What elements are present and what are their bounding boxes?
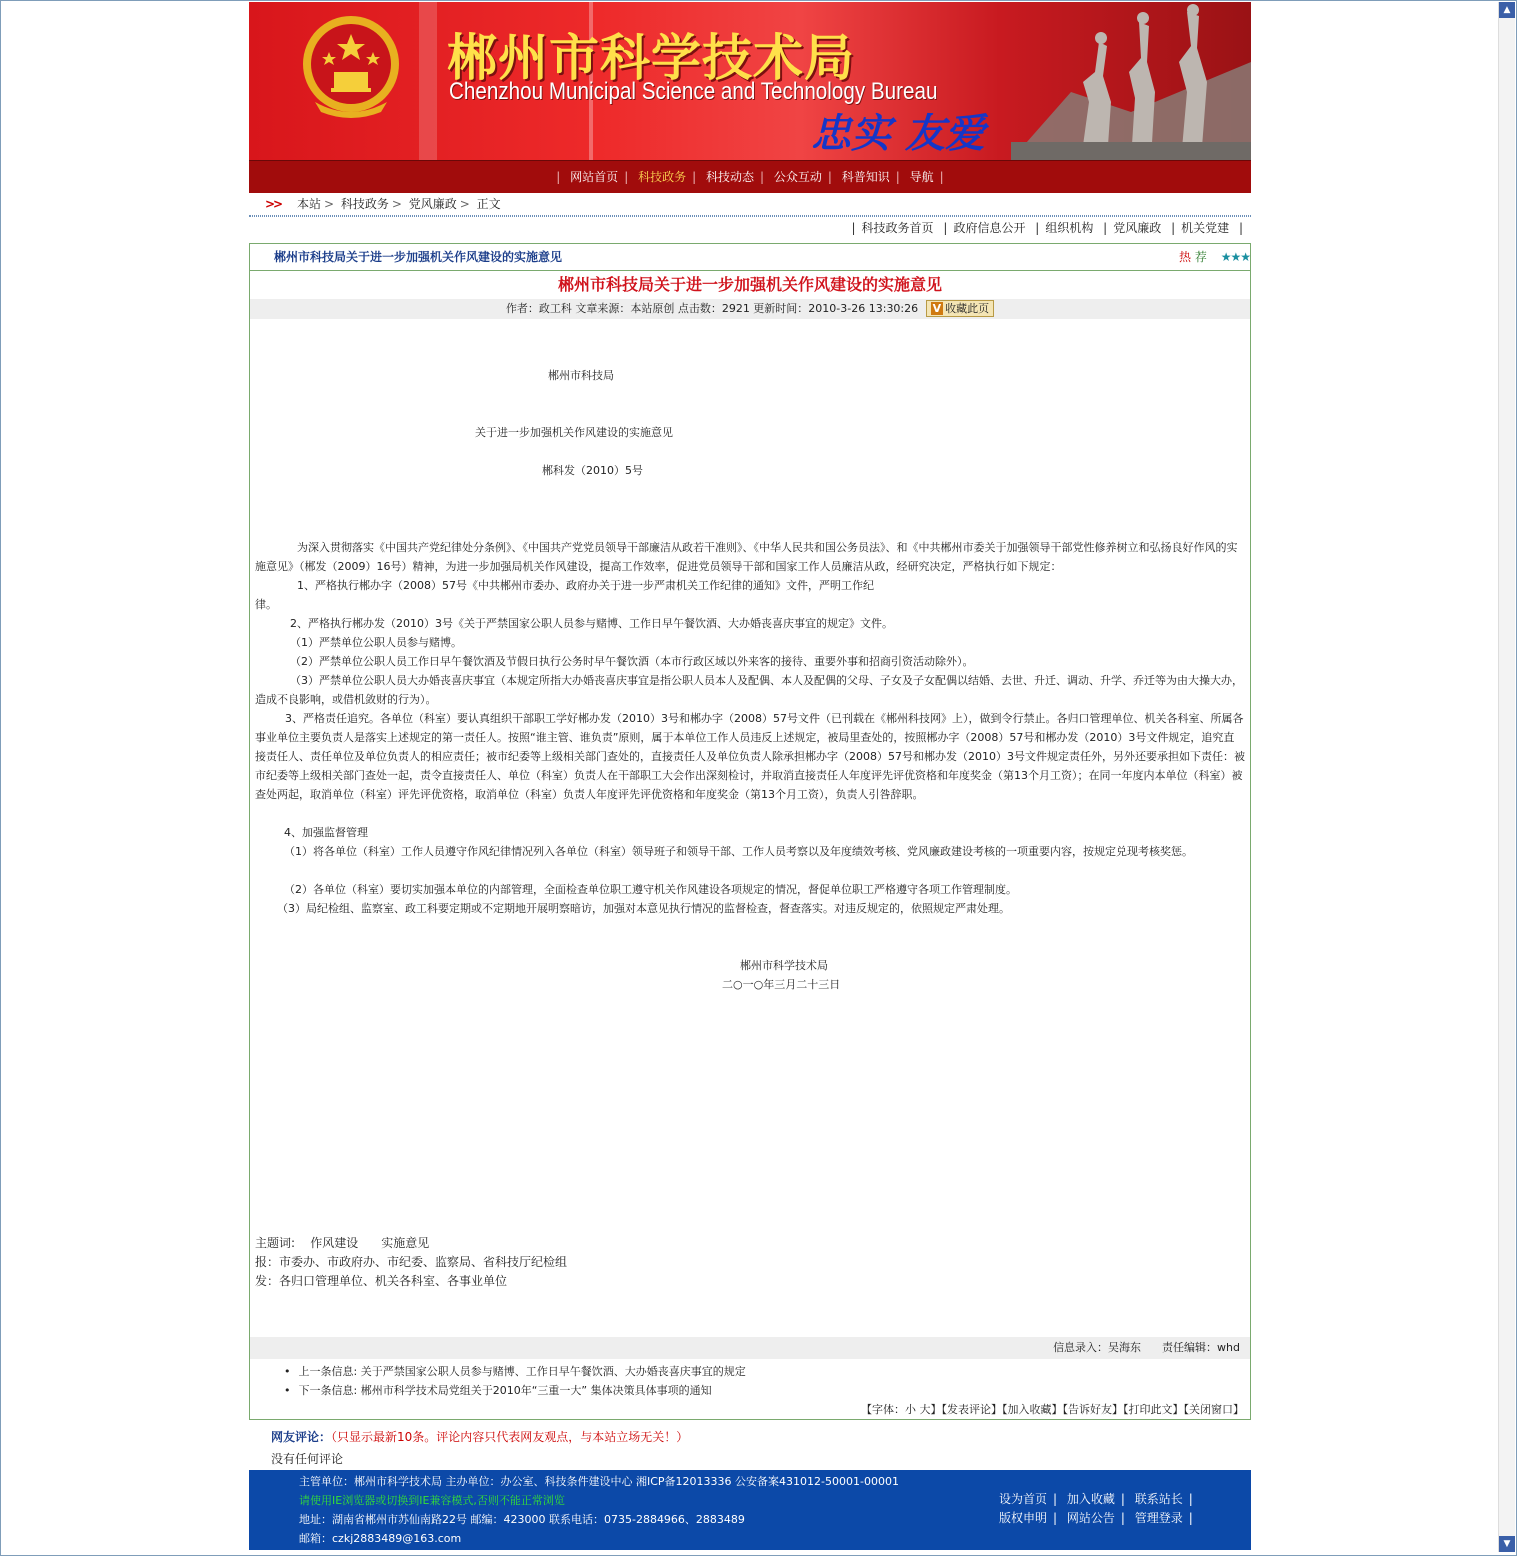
paragraph-1b: 律。 [255,598,277,611]
hot-badge [1179,244,1250,270]
paragraph-2-1: （1）严禁单位公职人员参与赌博。 [290,636,462,649]
footer-browser-notice: 请使用IE浏览器或切换到IE兼容模式,否则不能正常浏览 [299,1494,565,1507]
breadcrumb-site[interactable]: 本站 [296,197,321,211]
admin-login-link[interactable]: 管理登录 [1134,1511,1183,1525]
paragraph-4-1: （1）将各单位（科室）工作人员遵守作风纪律情况列入各单位（科室）领导班子和领导干部、工作人员考察以及年度绩效考核、党风廉政建设考核的一项重要内容，按规定兑现考核奖惩。 [284,845,1193,858]
subnav-item-party-conduct[interactable]: 党风廉政 [1113,221,1162,235]
main-nav: | 网站首页 | 科技政务 | 科技动态 | 公众互动 | 科普知识 | 导航 | [249,160,1251,193]
bookmark-label: 收藏此页 [945,302,990,315]
subnav-item-party-building[interactable]: 机关党建 [1181,221,1230,235]
statue-image [1011,2,1251,160]
article-title: 郴州市科技局关于进一步加强机关作风建设的实施意见 [557,275,942,294]
copyright-link[interactable]: 版权申明 [999,1511,1048,1525]
paragraph-4-2: （2）各单位（科室）要切实加强本单位的内部管理，全面检查单位职工遵守机关作风建设各项规定的情况，督促单位职工严格遵守各项工作管理制度。 [284,883,1017,896]
site-title-en: Chenzhou Municipal Science and Technology Bureau [449,78,938,105]
article-tools[interactable]: 【字体：小 大】【发表评论】【加入收藏】【告诉好友】【打印此文】【关闭窗口】 [861,1403,1244,1416]
nav-item-science[interactable]: 科普知识 [841,170,890,184]
subnav-item-gov-home[interactable]: 科技政务首页 [861,221,934,235]
breadcrumb-party-conduct[interactable]: 党风廉政 [408,197,457,211]
paragraph-2-3: （3）严禁单位公职人员大办婚丧喜庆事宜（本规定所指大办婚丧喜庆事宜是指公职人员本人及配偶、本人及配偶的父母、子女及子女配偶以结婚、去世、升迁、调动、升学、乔迁等为由大操大办，造成不良影响，或借机敛财的行为）。 [255,674,1243,706]
doc-title: 关于进一步加强机关作风建设的实施意见 [475,426,673,439]
paragraph-4: 4、加强监督管理 [284,826,368,839]
bookmark-button[interactable] [926,300,995,317]
contact-admin-link[interactable]: 联系站长 [1134,1492,1183,1506]
add-favorite-link[interactable]: 加入收藏 [1066,1492,1115,1506]
report-to: 报：市委办、市政府办、市纪委、监察局、省科技厅纪检组 [255,1255,568,1269]
nav-item-gov-affairs[interactable]: 科技政务 [638,170,687,184]
entry-info [250,1337,1250,1359]
article-meta [250,299,1250,319]
page-wrapper [249,2,1251,1550]
site-footer: 主管单位：郴州市科学技术局 主办单位：办公室、科技条件建设中心 湘ICP备12013336 公安备案431012-50001-00001 请使用IE浏览器或切换到IE兼容模式,否则不能正常浏览 地址：湖南省郴州市苏仙南路22号 邮编：423000 联系电话：0735-2884966、2883489 邮箱：czkj2883489@163.com 设为首页 | 加入收藏 | 联系站长 | 版权申明 | 网站公告 | 管理登录 | [249,1470,1251,1550]
article-meta-text: 作者：政工科 文章来源：本站原创 点击数：2921 更新时间：2010-3-26 13:30:26 [505,302,919,315]
footer-address: 地址：湖南省郴州市苏仙南路22号 邮编：423000 联系电话：0735-2884966、2883489 [299,1513,745,1526]
slogan: 忠实 友爱 [811,111,985,157]
article-content [250,319,1250,1337]
set-homepage-link[interactable]: 设为首页 [999,1492,1048,1506]
subnav-item-info-public[interactable]: 政府信息公开 [953,221,1026,235]
doc-number: 郴科发（2010）5号 [542,464,643,477]
paragraph-4-3: （3）局纪检组、监察室、政工科要定期或不定期地开展明察暗访，加强对本意见执行情况的监督检查，督查落实。对违反规定的，依照规定严肃处理。 [277,902,1010,915]
site-notice-link[interactable]: 网站公告 [1066,1511,1115,1525]
subnav-item-org[interactable]: 组织机构 [1045,221,1094,235]
vertical-scrollbar[interactable] [1498,2,1515,1552]
prev-article-link[interactable]: • 上一条信息: 关于严禁国家公职人员参与赌博、工作日早午餐饮酒、大办婚丧喜庆事宜的规定 [284,1362,1250,1381]
bookmark-icon: V [932,302,942,315]
send-to: 发：各归口管理单位、机关各科室、各事业单位 [255,1274,508,1288]
comments-label: 网友评论： [271,1430,332,1444]
hot-label: 热 [1179,250,1192,264]
breadcrumb-current: 正文 [476,197,501,211]
entry-info-text: 信息录入：吴海东 责任编辑：whd [1053,1341,1240,1354]
national-emblem-icon [301,12,401,122]
paragraph-2: 2、严格执行郴办发（2010）3号《关于严禁国家公职人员参与赌博、工作日早午餐饮酒、大办婚丧喜庆事宜的规定》文件。 [290,617,893,630]
double-chevron-icon: >> [265,197,282,211]
footer-email: 邮箱：czkj2883489@163.com [299,1532,462,1545]
article-box-header [250,244,1250,271]
nav-item-interaction[interactable]: 公众互动 [773,170,822,184]
site-title: 郴州市科学技术局 [447,29,855,87]
article-box [249,243,1251,1420]
breadcrumb-gov-affairs[interactable]: 科技政务 [340,197,389,211]
sign-org: 郴州市科学技术局 [740,959,828,972]
sign-date: 二○一○年三月二十三日 [722,978,841,991]
scroll-down-icon[interactable]: ▼ [1499,1536,1515,1552]
star-rating-icon: ★★★ [1220,250,1250,264]
site-banner [249,2,1251,160]
paragraph-1a: 1、严格执行郴办字（2008）57号《中共郴州市委办、政府办关于进一步严肃机关工作纪律的通知》文件，严明工作纪 [297,579,874,592]
keywords: 主题词: 作风建设 实施意见 [255,1236,430,1250]
nav-item-home[interactable]: 网站首页 [570,170,619,184]
doc-org: 郴州市科技局 [548,369,614,382]
paragraph-2-2: （2）严禁单位公职人员工作日早午餐饮酒及节假日执行公务时早午餐饮酒（本市行政区域以外来客的接待、重要外事和招商引资活动除外）。 [290,655,974,668]
comments-section [249,1420,1251,1470]
nav-item-news[interactable]: 科技动态 [705,170,754,184]
recommend-label: 荐 [1194,250,1207,264]
prev-next-links [250,1359,1250,1400]
footer-line-sponsor: 主管单位：郴州市科学技术局 主办单位：办公室、科技条件建设中心 湘ICP备12013336 公安备案431012-50001-00001 [299,1475,899,1488]
comments-empty: 没有任何评论 [271,1452,344,1466]
paragraph-intro: 为深入贯彻落实《中国共产党纪律处分条例》、《中国共产党党员领导干部廉洁从政若干准则》、《中华人民共和国公务员法》、和《中共郴州市委关于加强领导干部党性修养树立和弘扬良好作风的实施意见》（郴发（2009）16号）精神，为进一步加强局机关作风建设，提高工作效率，促进党员领导干部和国家工作人员廉洁从政，经研究决定，严格执行如下规定： [255,541,1238,573]
article-head-title: 郴州市科技局关于进一步加强机关作风建设的实施意见 [274,250,563,264]
scroll-up-icon[interactable]: ▲ [1499,2,1515,18]
comments-note: （只显示最新10条。评论内容只代表网友观点，与本站立场无关！） [331,1430,689,1444]
paragraph-3: 3、严格责任追究。各单位（科室）要认真组织干部职工学好郴办发（2010）3号和郴办字（2008）57号文件（已刊载在《郴州科技网》上），做到令行禁止。各归口管理单位、机关各科室、所属各事业单位主要负责人是落实上述规定的第一责任人。按照“谁主管、谁负责”原则，属于本单位工作人员违反上述规定，被局里查处的，按照郴办字（2008）57号和郴办发（2010）3号文件规定，追究直接责任人、责任单位及单位负责人的相应责任；被市纪委等上级相关部门查处的，直接责任人及单位负责人除承担郴办字（2008）57号和郴办发（2010）3号文件规定责任外，另外还要承担如下责任：被市纪委等上级相关部门查处一起，责令直接责任人、单位（科室）负责人在干部职工大会作出深刻检讨，并取消直接责任人年度评先评优资格和年度奖金（第13个月工资）；在同一年度内本单位（科室）被查处两起，取消单位（科室）评先评优资格，取消单位（科室）负责人年度评先评优资格和年度奖金（第13个月工资），负责人引咎辞职。 [255,712,1245,801]
sub-nav: | 科技政务首页 | 政府信息公开 | 组织机构 | 党风廉政 | 机关党建 | [249,216,1251,239]
breadcrumb: >> 本站 > 科技政务 > 党风廉政 > 正文 [249,193,1251,216]
next-article-link[interactable]: • 下一条信息: 郴州市科学技术局党组关于2010年“三重一大” 集体决策具体事项的通知 [284,1381,1250,1400]
nav-item-guide[interactable]: 导航 [909,170,934,184]
